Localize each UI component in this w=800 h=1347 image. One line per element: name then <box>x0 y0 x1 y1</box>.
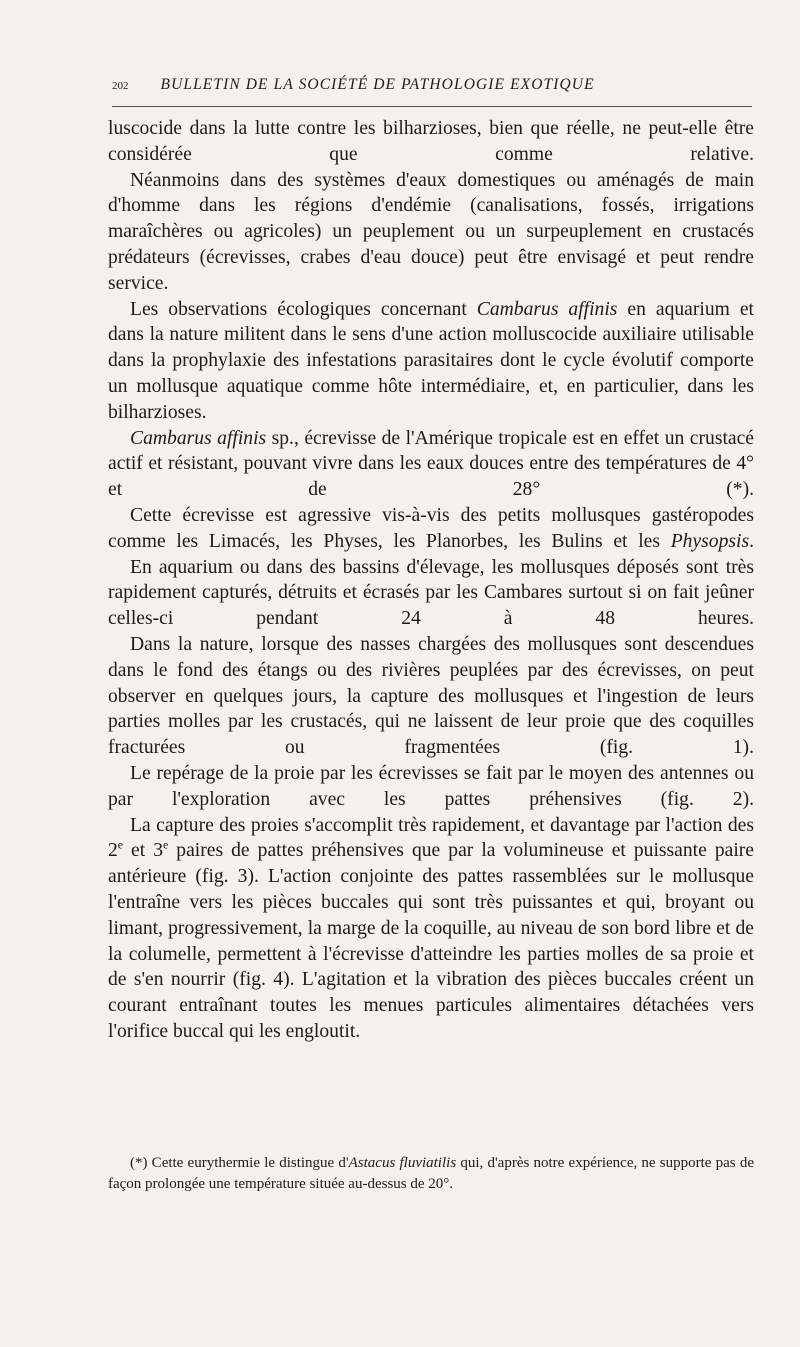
page-number: 202 <box>112 80 129 92</box>
header-rule <box>112 106 752 107</box>
paragraph-3: Les observations écologiques concernant Cambarus affinis en aquarium et dans la nature militent dans le sens d'une action molluscocide auxiliaire utilisable dans la prophylaxie des infestations parasitaires dont le cycle évolutif comporte un mollusque aquatique comme hôte intermédiaire, et, en particulier, dans les bilharzioses. <box>108 298 754 423</box>
paragraph-8: Le repérage de la proie par les écrevisses se fait par le moyen des antennes ou par l'exploration avec les pattes préhensives (fig. 2). <box>108 762 754 810</box>
paragraph-9: La capture des proies s'accomplit très rapidement, et davantage par l'action des 2e et 3e paires de pattes préhensives que par la volumineuse et puissante paire antérieure (fig. 3). L'action conjointe des pattes rassemblées sur le mollusque l'entraîne vers les pièces buccales qui sont très puissantes et qui, broyant ou limant, progressivement, la marge de la coquille, au niveau de son bord libre et de la columelle, permettent à l'écrevisse d'atteindre les parties molles de sa proie et de s'en nourrir (fig. 4). L'agitation et la vibration des pièces buccales créent un courant entraînant toutes les menues particules alimentaires détachées vers l'orifice buccal qui les engloutit. <box>108 814 754 1042</box>
running-header <box>112 76 752 94</box>
paragraph-2: Néanmoins dans des systèmes d'eaux domestiques ou aménagés de main d'homme dans les régions d'endémie (canalisations, fossés, irrigations maraîchères ou agricoles) un peuplement ou un surpeuplement en crustacés prédateurs (écrevisses, crabes d'eau douce) peut être envisagé et peut rendre service. <box>108 169 754 294</box>
genus-name: Physopsis <box>670 530 750 552</box>
footnote: (*) Cette eurythermie le distingue d'Astacus fluviatilis qui, d'après notre expérience, ne supporte pas de façon prolongée une température située au-dessus de 20°. <box>108 1155 754 1192</box>
species-name: Cambarus affinis <box>130 427 267 449</box>
species-name: Cambarus affinis <box>476 298 618 320</box>
paragraph-4: Cambarus affinis sp., écrevisse de l'Amérique tropicale est en effet un crustacé actif et résistant, pouvant vivre dans les eaux douces entre des températures de 4° et de 28° (*). <box>108 427 754 501</box>
paragraph-7: Dans la nature, lorsque des nasses chargées des mollusques sont descendues dans le fond des étangs ou des rivières peuplées par des écrevisses, on peut observer en quelques jours, la capture des mollusques et l'ingestion de leurs parties molles par les crustacés, qui ne laissent de leur proie que des coquilles fracturées ou fragmentées (fig. 1). <box>108 633 754 759</box>
paragraph-5: Cette écrevisse est agressive vis-à-vis des petits mollusques gastéropodes comme les Limacés, les Physes, les Planorbes, les Bulins et les Physopsis. <box>108 504 754 552</box>
species-name: Astacus fluviatilis <box>348 1155 457 1171</box>
running-title: BULLETIN DE LA SOCIÉTÉ DE PATHOLOGIE EXOTIQUE <box>160 76 595 93</box>
paragraph-6: En aquarium ou dans des bassins d'élevage, les mollusques déposés sont très rapidement capturés, détruits et écrasés par les Cambares surtout si on fait jeûner celles-ci pendant 24 à 48 heures. <box>108 556 754 630</box>
paragraph-1: luscocide dans la lutte contre les bilharzioses, bien que réelle, ne peut-elle être considérée que comme relative. <box>108 118 754 165</box>
body-text <box>108 116 754 1045</box>
